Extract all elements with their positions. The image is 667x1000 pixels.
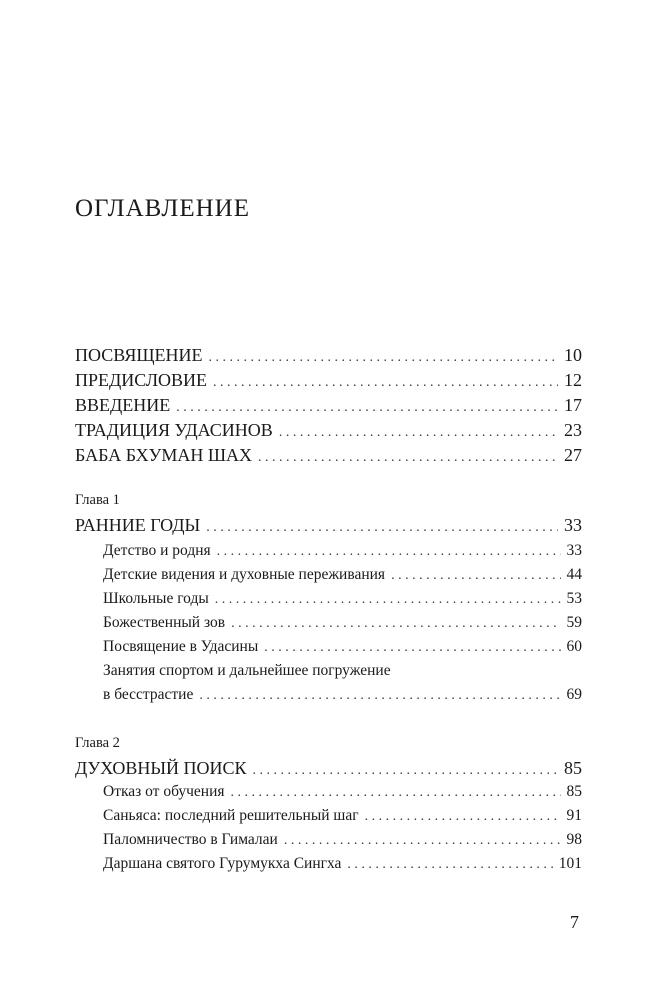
toc-subentry (103, 566, 582, 584)
toc-entry-label: в бесстрастие (103, 686, 194, 703)
toc-entry-page: 69 (566, 686, 582, 703)
dot-leader (347, 857, 552, 873)
toc-entry-page: 44 (566, 566, 582, 583)
toc-entry-page: 23 (564, 420, 582, 440)
toc-entry-label: ДУХОВНЫЙ ПОИСК (75, 758, 247, 778)
toc-entry-label: Паломничество в Гималаи (103, 831, 278, 848)
toc-entry-label: БАБА БХУМАН ШАХ (75, 445, 252, 465)
toc-entry-dedication (75, 345, 582, 366)
toc-entry-label: ВВЕДЕНИЕ (75, 395, 171, 415)
toc-entry-label: Божественный зов (103, 614, 226, 631)
toc-subentry (103, 807, 582, 825)
toc-subentry (103, 855, 582, 873)
toc-entry-udasin-tradition (75, 420, 582, 441)
dot-leader (284, 833, 561, 849)
toc-entry-page: 85 (564, 758, 582, 778)
toc-entry-label: Отказ от обучения (103, 783, 225, 800)
toc-subentry-line1: Занятия спортом и дальнейшее погружение (103, 662, 391, 679)
toc-entry-page: 33 (566, 542, 582, 559)
toc-entry-page: 85 (566, 783, 582, 800)
dot-leader (206, 520, 558, 536)
toc-entry-label: ПРЕДИСЛОВИЕ (75, 370, 208, 390)
dot-leader (253, 763, 558, 779)
toc-subentry (103, 783, 582, 801)
toc-entry-label: Детство и родня (103, 542, 211, 559)
toc-entry-page: 12 (564, 370, 582, 390)
chapter-1-label: Глава 1 (75, 492, 120, 508)
toc-entry-page: 33 (564, 515, 582, 535)
toc-entry-page: 27 (564, 445, 582, 465)
dot-leader (215, 592, 561, 608)
toc-entry-introduction (75, 395, 582, 416)
toc-entry-preface (75, 370, 582, 391)
toc-entry-page: 17 (564, 395, 582, 415)
toc-subentry (103, 638, 582, 656)
dot-leader (213, 375, 558, 391)
dot-leader (217, 544, 561, 560)
toc-subentry (103, 542, 582, 560)
toc-entry-page: 10 (564, 345, 582, 365)
toc-entry-page: 59 (566, 614, 582, 631)
toc-entry-page: 98 (566, 831, 582, 848)
toc-subentry (103, 686, 582, 704)
dot-leader (264, 640, 560, 656)
dot-leader (258, 450, 558, 466)
toc-entry-label: ТРАДИЦИЯ УДАСИНОВ (75, 420, 273, 440)
dot-leader (231, 616, 560, 632)
chapter-2-label: Глава 2 (75, 735, 120, 751)
chapter-2-heading (75, 758, 582, 779)
dot-leader (231, 785, 561, 801)
dot-leader (209, 350, 559, 366)
dot-leader (365, 809, 561, 825)
toc-entry-label: Посвящение в Удасины (103, 638, 259, 655)
toc-subentry (103, 590, 582, 608)
toc-subentry (103, 614, 582, 632)
dot-leader (199, 688, 560, 704)
dot-leader (176, 400, 558, 416)
toc-entry-label: Саньяса: последний решительный шаг (103, 807, 359, 824)
chapter-1-heading (75, 515, 582, 536)
toc-entry-baba-bhuman-shah (75, 445, 582, 466)
toc-entry-page: 53 (566, 590, 582, 607)
toc-entry-label: Школьные годы (103, 590, 209, 607)
toc-entry-page: 60 (566, 638, 582, 655)
toc-entry-label: Детские видения и духовные переживания (103, 566, 386, 583)
page-title: ОГЛАВЛЕНИЕ (75, 195, 250, 222)
toc-entry-label: ПОСВЯЩЕНИЕ (75, 345, 203, 365)
toc-entry-page: 91 (566, 807, 582, 824)
toc-entry-label: РАННИЕ ГОДЫ (75, 515, 201, 535)
toc-entry-page: 101 (558, 855, 582, 872)
page-number: 7 (570, 912, 579, 932)
toc-entry-label: Даршана святого Гурумукха Сингха (103, 855, 342, 872)
dot-leader (279, 425, 558, 441)
dot-leader (391, 568, 560, 584)
toc-subentry (103, 831, 582, 849)
